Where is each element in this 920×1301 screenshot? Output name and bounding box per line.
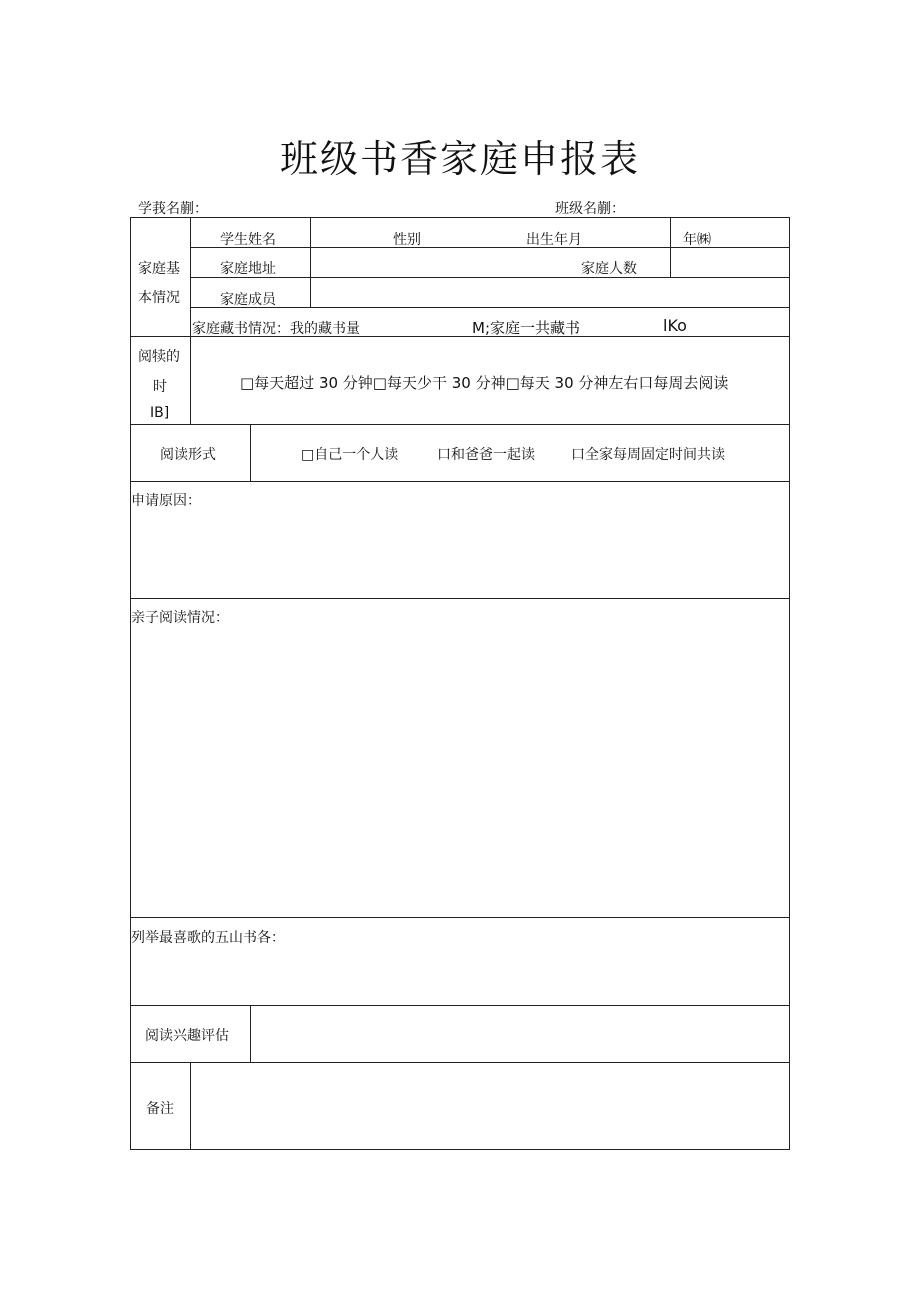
divider [130,1005,790,1006]
form-option-with-dad[interactable]: 口和爸爸一起读 [437,447,535,463]
books-label: 家庭藏书情况：我的藏书量 [192,321,360,337]
table-border-left [130,217,131,1150]
divider [190,307,790,308]
divider [310,217,311,307]
page-title: 班级书香家庭申报表 [279,137,640,181]
divider [130,424,790,425]
divider [250,1005,251,1062]
basic-section-label-2: 本情况 [138,290,180,306]
books-mid-label: M;家庭一共藏书 [472,319,580,337]
divider [190,277,790,278]
basic-section-label-1: 家庭基 [138,261,180,277]
time-options[interactable]: □每天超过 30 分钟□每天少干 30 分神□每天 30 分神左右口每周去阅读 [240,374,729,392]
favorite-books-label: 列举最喜歌的五山书各： [131,930,285,946]
time-label-3: IB] [150,405,170,421]
grade-label: 年㈱ [683,232,711,248]
divider [130,1062,790,1063]
birth-label: 出生年月 [526,232,582,248]
table-border-bottom [130,1149,790,1150]
family-count-label: 家庭人数 [581,261,637,277]
parent-reading-label: 亲子阅读情况： [131,610,229,626]
books-end-label: lKo [663,316,687,335]
divider [130,598,790,599]
table-border-top [130,217,790,218]
interest-label: 阅读兴趣评估 [145,1028,229,1044]
student-name-label: 学生姓名 [220,232,276,248]
reason-label: 申请原因： [131,493,201,509]
divider [190,1062,191,1150]
gender-label: 性别 [393,232,421,248]
class-name-label: 班级名蒯： [555,201,625,217]
form-option-family[interactable]: 口全家每周固定时间共读 [571,447,725,463]
members-label: 家庭成员 [220,292,276,308]
divider [130,917,790,918]
time-label-2: 时 [153,379,167,395]
form-option-alone[interactable]: □自己一个人读 [301,447,399,463]
remark-label: 备注 [146,1101,174,1117]
time-label-1: 阅犊的 [138,349,180,365]
divider [130,481,790,482]
divider [190,336,191,424]
address-label: 家庭地址 [220,261,276,277]
school-name-label: 学莪名蒯： [138,201,208,217]
table-border-right [789,217,790,1150]
form-label: 阅读形式 [160,447,216,463]
divider [250,424,251,481]
